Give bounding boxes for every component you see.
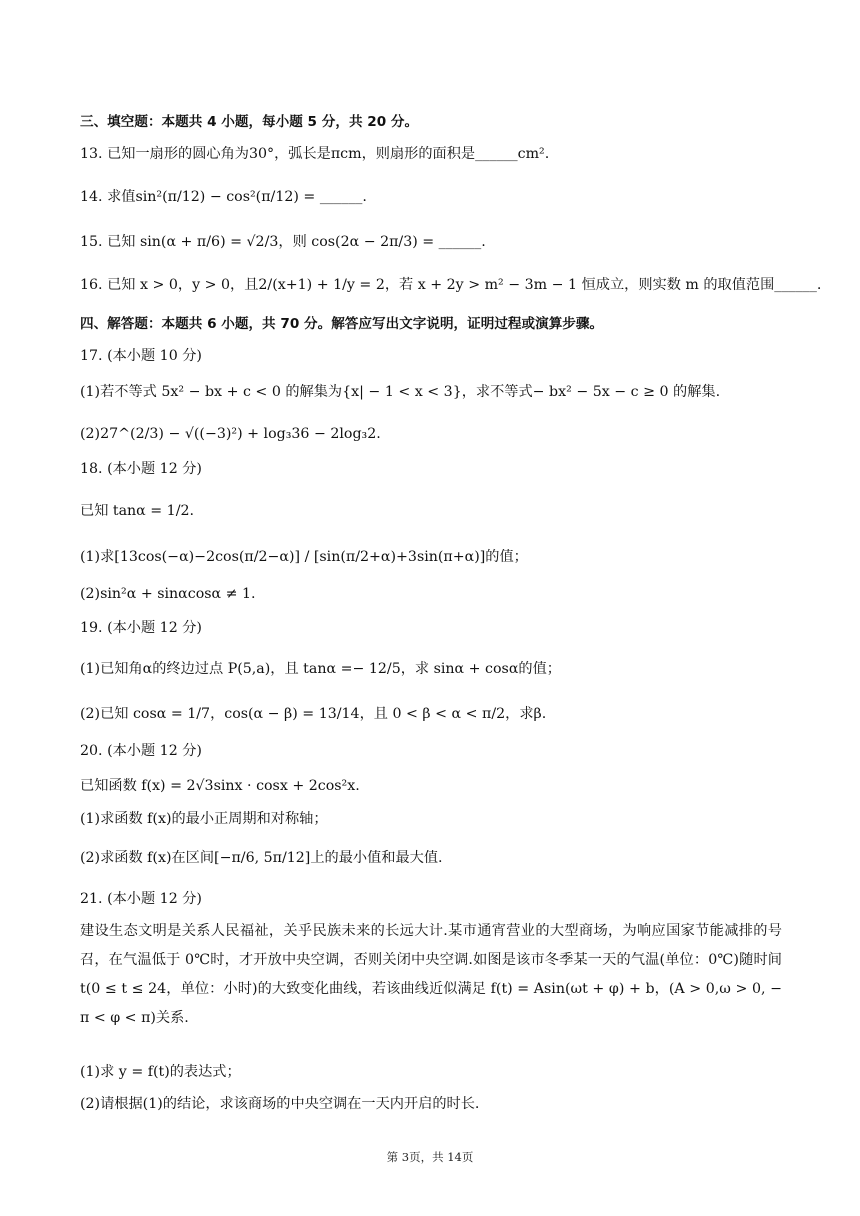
question-18-part-1: (1)求[13cos(−α)−2cos(π/2−α)] / [sin(π/2+α)+3sin(π+α)]的值； [80,549,528,565]
question-21-body: 建设生态文明是关系人民福祉，关乎民族未来的长远大计.某市通宵营业的大型商场，为响应国家节能减排的号召，在气温低于 0℃时，才开放中央空调，否则关闭中央空调.如图是该市冬季某一天的气温(单位：0℃)随时间 t(0 ≤ t ≤ 24，单位：小时)的大致变化曲线，若该曲线近似满足 f(t) = Asin(ωt + φ) + b，(A > 0,ω > 0, − π < φ < π)关系. [80,923,782,1026]
question-21-part-2: (2)请根据(1)的结论，求该商场的中央空调在一天内开启的时长. [80,1096,480,1112]
question-19-title: 19. (本小题 12 分) [80,620,202,636]
question-15: 15. 已知 sin(α + π/6) = √2/3，则 cos(2α − 2π/3) = ______. [80,234,486,250]
question-20-given: 已知函数 f(x) = 2√3sinx · cosx + 2cos²x. [80,778,360,794]
question-21-part-1: (1)求 y = f(t)的表达式； [80,1064,241,1080]
question-20-part-1: (1)求函数 f(x)的最小正周期和对称轴； [80,811,328,827]
question-17-part-1: (1)若不等式 5x² − bx + c < 0 的解集为{x| − 1 < x < 3}，求不等式− bx² − 5x − c ≥ 0 的解集. [80,384,721,400]
question-21-title: 21. (本小题 12 分) [80,891,202,907]
question-18-given: 已知 tanα = 1/2. [80,503,195,519]
question-17-part-2: (2)27^(2/3) − √((−3)²) + log₃36 − 2log₃2. [80,426,381,442]
section-3-heading: 三、填空题：本题共 4 小题，每小题 5 分，共 20 分。 [80,114,419,130]
question-20-title: 20. (本小题 12 分) [80,743,202,759]
question-19-part-2: (2)已知 cosα = 1/7，cos(α − β) = 13/14，且 0 < β < α < π/2，求β. [80,706,547,722]
page-footer: 第 3页，共 14页 [386,1150,474,1164]
question-20-part-2: (2)求函数 f(x)在区间[−π/6, 5π/12]上的最小值和最大值. [80,850,443,866]
question-18-title: 18. (本小题 12 分) [80,461,202,477]
question-19-part-1: (1)已知角α的终边过点 P(5,a)，且 tanα =− 12/5，求 sinα + cosα的值； [80,661,561,677]
section-4-heading: 四、解答题：本题共 6 小题，共 70 分。解答应写出文字说明，证明过程或演算步骤。 [80,316,604,332]
question-13: 13. 已知一扇形的圆心角为30°，弧长是πcm，则扇形的面积是______cm². [80,146,550,162]
question-17-title: 17. (本小题 10 分) [80,348,202,364]
question-14: 14. 求值sin²(π/12) − cos²(π/12) = ______. [80,189,367,205]
question-16: 16. 已知 x > 0，y > 0，且2/(x+1) + 1/y = 2，若 x + 2y > m² − 3m − 1 恒成立，则实数 m 的取值范围______. [80,277,822,293]
question-18-part-2: (2)sin²α + sinαcosα ≠ 1. [80,586,256,602]
